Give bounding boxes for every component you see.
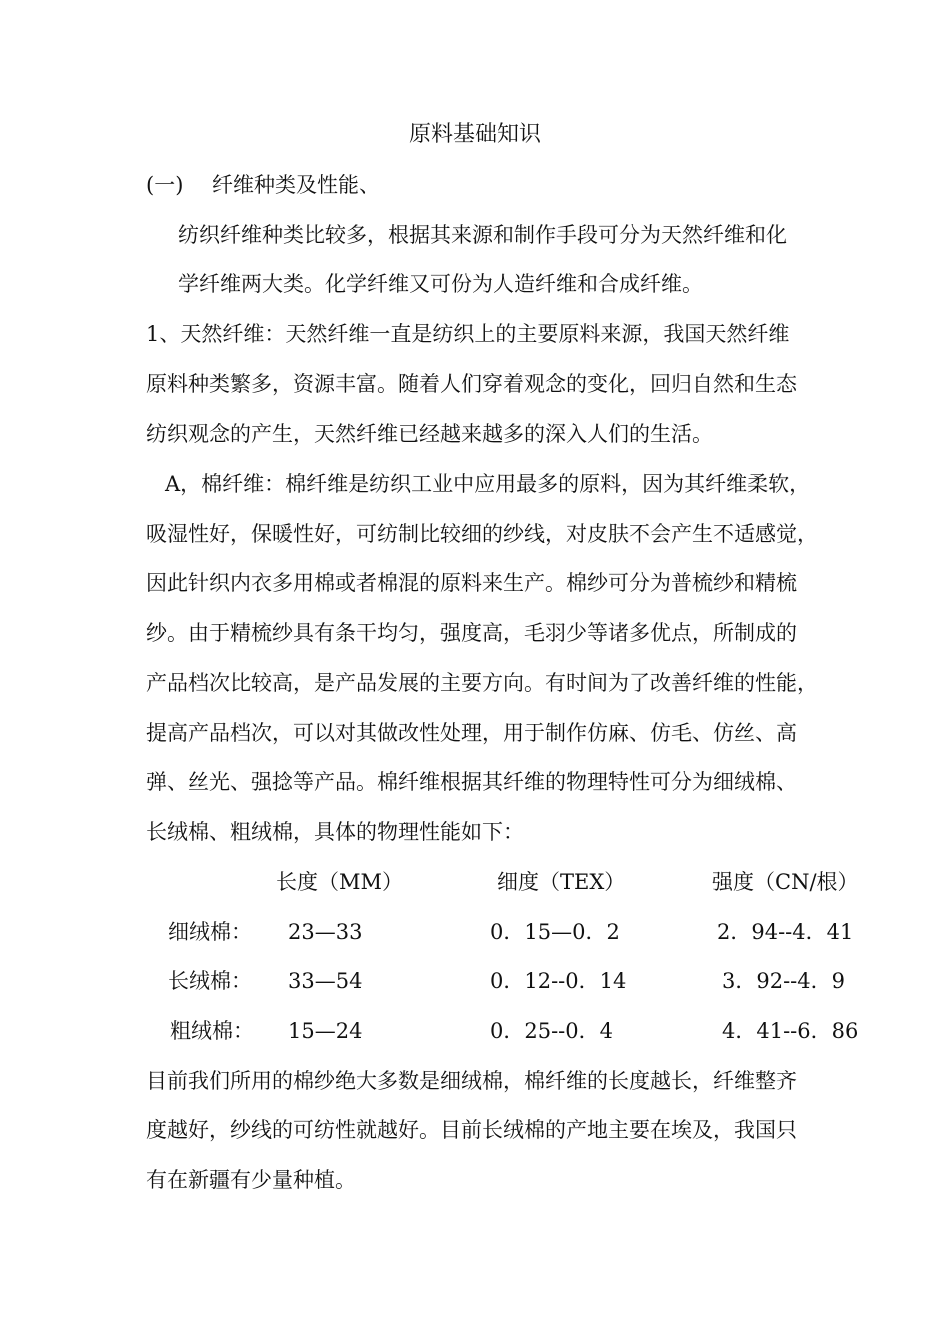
section-heading-text: 纤维种类及性能、 bbox=[212, 173, 380, 197]
table-cell-fineness: 0．12--0．14 bbox=[490, 969, 627, 993]
paragraph-line: 原料种类繁多，资源丰富。随着人们穿着观念的变化，回归自然和生态 bbox=[146, 372, 797, 396]
paragraph-line: 学纤维两大类。化学纤维又可份为人造纤维和合成纤维。 bbox=[178, 272, 703, 296]
paragraph-line: A，棉纤维：棉纤维是纺织工业中应用最多的原料，因为其纤维柔软， bbox=[165, 472, 811, 496]
paragraph-line: 吸湿性好，保暖性好，可纺制比较细的纱线，对皮肤不会产生不适感觉， bbox=[146, 522, 818, 546]
paragraph-line: 纺织纤维种类比较多，根据其来源和制作手段可分为天然纤维和化 bbox=[178, 223, 787, 247]
table-cell-length: 15—24 bbox=[288, 1019, 363, 1043]
table-cell-fineness: 0．15—0．2 bbox=[490, 920, 620, 944]
section-number: (一) bbox=[146, 173, 184, 197]
table-cell-length: 33—54 bbox=[288, 969, 363, 993]
table-cell-strength: 4．41--6．86 bbox=[722, 1019, 859, 1043]
paragraph-line: 因此针织内衣多用棉或者棉混的原料来生产。棉纱可分为普梳纱和精梳 bbox=[146, 571, 797, 595]
paragraph-line: 提高产品档次，可以对其做改性处理，用于制作仿麻、仿毛、仿丝、高 bbox=[146, 721, 797, 745]
paragraph-line: 产品档次比较高，是产品发展的主要方向。有时间为了改善纤维的性能， bbox=[146, 671, 818, 695]
table-header-strength: 强度（CN/根） bbox=[712, 870, 859, 894]
table-row-name: 细绒棉： bbox=[168, 920, 252, 944]
table-row-name: 长绒棉： bbox=[168, 969, 252, 993]
paragraph-line: 长绒棉、粗绒棉，具体的物理性能如下： bbox=[146, 820, 524, 844]
table-cell-length: 23—33 bbox=[288, 920, 363, 944]
paragraph-line: 弹、丝光、强捻等产品。棉纤维根据其纤维的物理特性可分为细绒棉、 bbox=[146, 770, 797, 794]
table-cell-fineness: 0．25--0．4 bbox=[490, 1019, 613, 1043]
paragraph-line: 纱。由于精梳纱具有条干均匀，强度高，毛羽少等诸多优点，所制成的 bbox=[146, 621, 797, 645]
document-title: 原料基础知识 bbox=[408, 122, 541, 147]
paragraph-line: 度越好，纱线的可纺性就越好。目前长绒棉的产地主要在埃及，我国只 bbox=[146, 1118, 797, 1142]
paragraph-line: 有在新疆有少量种植。 bbox=[146, 1168, 356, 1192]
paragraph-line: 目前我们所用的棉纱绝大多数是细绒棉，棉纤维的长度越长，纤维整齐 bbox=[146, 1069, 797, 1093]
table-header-fineness: 细度（TEX） bbox=[497, 870, 626, 894]
table-row-name: 粗绒棉： bbox=[170, 1019, 254, 1043]
paragraph-line: 1、天然纤维：天然纤维一直是纺织上的主要原料来源，我国天然纤维 bbox=[146, 322, 790, 346]
paragraph-line: 纺织观念的产生，天然纤维已经越来越多的深入人们的生活。 bbox=[146, 422, 713, 446]
section-heading bbox=[146, 170, 380, 200]
table-header-length: 长度（MM） bbox=[276, 870, 404, 894]
table-cell-strength: 2．94--4．41 bbox=[717, 920, 854, 944]
table-cell-strength: 3．92--4．9 bbox=[722, 969, 845, 993]
